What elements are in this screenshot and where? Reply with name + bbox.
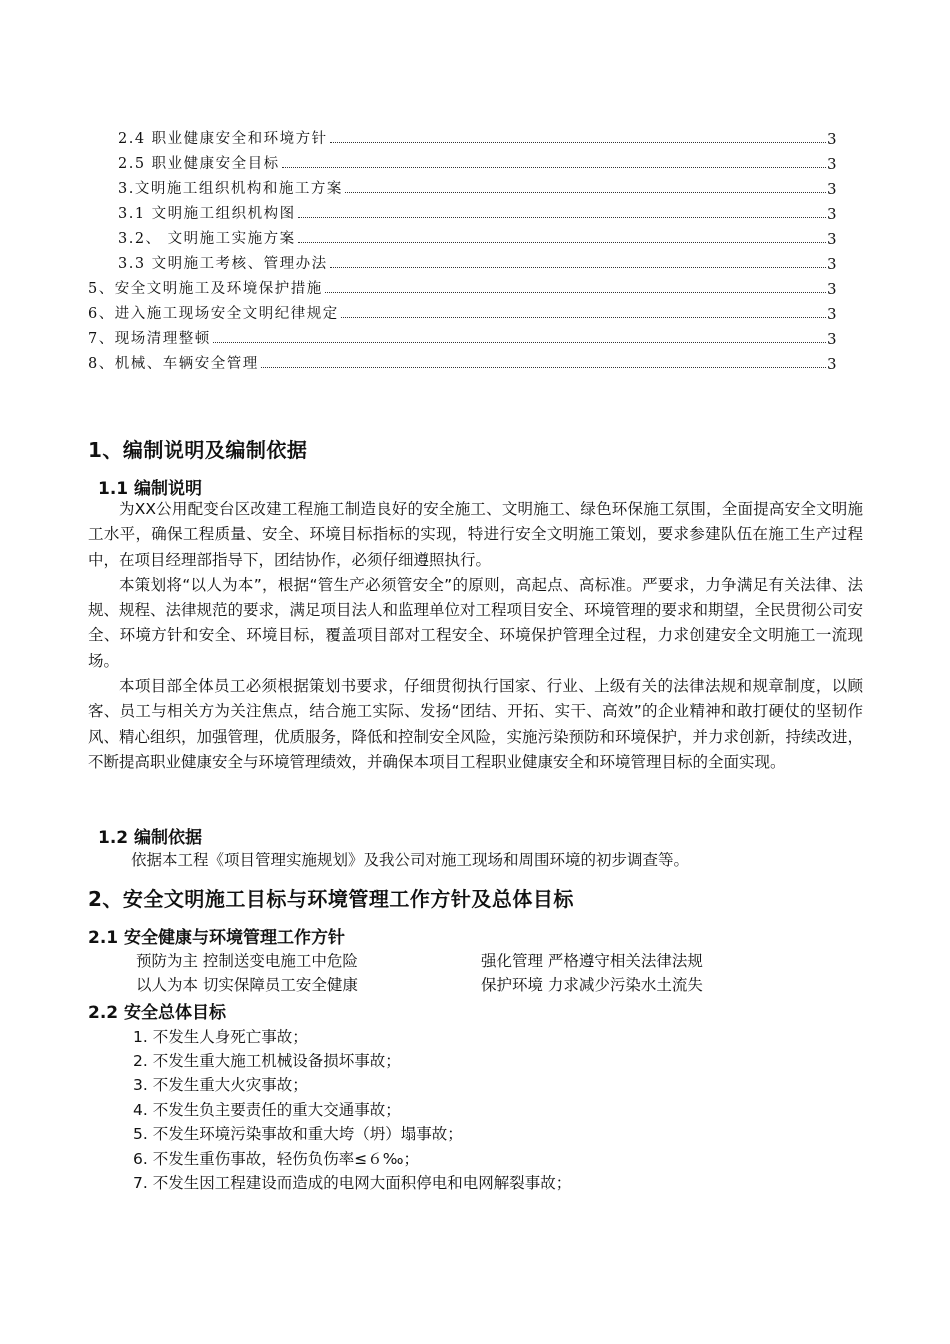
toc-entry-title: 5、安全文明施工及环境保护措施 <box>88 277 325 298</box>
section-1-1-heading: 1.1 编制说明 <box>98 479 203 499</box>
goal-item: 5. 不发生环境污染事故和重大垮（坍）塌事故； <box>133 1125 463 1143</box>
toc-leader <box>298 217 826 218</box>
paragraph: 本策划将“以人为本”，根据“管生产必须管安全”的原则，高起点、高标准。严要求，力争满足有关法律、法规、规程、法律规范的要求，满足项目法人和监理单位对工程项目安全、环境管理的要求和期望，全民贯彻公司安全、环境方针和安全、环境目标，覆盖项目部对工程安全、环境保护管理全过程，力求创建安全文明施工一流现场。 <box>88 575 864 670</box>
goal-item: 1. 不发生人身死亡事故； <box>133 1028 308 1046</box>
toc-entry-page: 3 <box>826 280 838 298</box>
toc-entry-page: 3 <box>826 130 838 148</box>
toc-leader <box>213 342 826 343</box>
toc-entry[interactable] <box>118 249 838 273</box>
toc-entry-page: 3 <box>826 255 838 273</box>
toc-leader <box>330 142 826 143</box>
toc-entry[interactable] <box>88 324 838 348</box>
toc-entry[interactable] <box>88 349 838 373</box>
toc-entry[interactable] <box>118 124 838 148</box>
toc-entry[interactable] <box>118 174 838 198</box>
toc-leader <box>330 267 826 268</box>
toc-entry[interactable] <box>118 224 838 248</box>
toc-leader <box>282 167 826 168</box>
toc-entry[interactable] <box>118 199 838 223</box>
section-2-heading: 2、安全文明施工目标与环境管理工作方针及总体目标 <box>88 887 574 911</box>
goal-item: 4. 不发生负主要责任的重大交通事故； <box>133 1101 401 1119</box>
toc-entry-title: 3.3 文明施工考核、管理办法 <box>118 252 330 273</box>
toc-entry-title: 2.4 职业健康安全和环境方针 <box>118 127 330 148</box>
toc-entry[interactable] <box>88 299 838 323</box>
toc-leader <box>298 242 826 243</box>
toc-entry-page: 3 <box>826 305 838 323</box>
toc-entry-page: 3 <box>826 205 838 223</box>
toc-entry-title: 2.5 职业健康安全目标 <box>118 152 282 173</box>
toc-entry-page: 3 <box>826 155 838 173</box>
goal-item: 6. 不发生重伤事故，轻伤负伤率≤６‰； <box>133 1150 420 1168</box>
section-2-2-heading: 2.2 安全总体目标 <box>88 1003 227 1023</box>
toc-entry-title: 7、现场清理整顿 <box>88 327 213 348</box>
toc-leader <box>261 367 826 368</box>
toc-entry-page: 3 <box>826 180 838 198</box>
toc-leader <box>345 192 826 193</box>
paragraph: 为XX公用配变台区改建工程施工制造良好的安全施工、文明施工、绿色环保施工氛围，全面提高安全文明施工水平，确保工程质量、安全、环境目标指标的实现，特进行安全文明施工策划，要求参建队伍在施工生产过程中，在项目经理部指导下，团结协作，必须仔细遵照执行。 <box>88 500 863 569</box>
toc-entry-page: 3 <box>826 330 838 348</box>
toc-entry-title: 3.2、 文明施工实施方案 <box>118 227 298 248</box>
policy-item: 保护环境 力求减少污染水土流失 <box>481 976 703 994</box>
section-1-1-body <box>88 497 863 775</box>
toc-entry-title: 3.文明施工组织机构和施工方案 <box>118 177 345 198</box>
toc-entry[interactable] <box>118 149 838 173</box>
goal-item: 7. 不发生因工程建设而造成的电网大面积停电和电网解裂事故； <box>133 1174 572 1192</box>
toc-entry-page: 3 <box>826 230 838 248</box>
toc-leader <box>341 317 826 318</box>
toc-entry-title: 6、进入施工现场安全文明纪律规定 <box>88 302 341 323</box>
toc-entry-title: 8、机械、车辆安全管理 <box>88 352 261 373</box>
paragraph: 本项目部全体员工必须根据策划书要求，仔细贯彻执行国家、行业、上级有关的法律法规和规章制度，以顾客、员工与相关方为关注焦点，结合施工实际、发扬“团结、开拓、实干、高效”的企业精神和敢打硬仗的坚韧作风、精心组织，加强管理，优质服务，降低和控制安全风险，实施污染预防和环境保护，并力求创新，持续改进，不断提高职业健康安全与环境管理绩效，并确保本项目工程职业健康安全和环境管理目标的全面实现。 <box>88 677 864 771</box>
section-1-heading: 1、编制说明及编制依据 <box>88 438 308 462</box>
toc-entry-title: 3.1 文明施工组织机构图 <box>118 202 298 223</box>
toc-entry-page: 3 <box>826 355 838 373</box>
goal-item: 3. 不发生重大火灾事故； <box>133 1076 308 1094</box>
section-1-2-heading: 1.2 编制依据 <box>98 828 203 848</box>
policy-item: 以人为本 切实保障员工安全健康 <box>136 976 358 994</box>
policy-item: 强化管理 严格遵守相关法律法规 <box>481 952 703 970</box>
paragraph: 依据本工程《项目管理实施规划》及我公司对施工现场和周围环境的初步调查等。 <box>131 851 690 869</box>
section-2-1-heading: 2.1 安全健康与环境管理工作方针 <box>88 928 346 948</box>
goal-item: 2. 不发生重大施工机械设备损坏事故； <box>133 1052 401 1070</box>
policy-item: 预防为主 控制送变电施工中危险 <box>136 952 358 970</box>
toc-entry[interactable] <box>88 274 838 298</box>
toc-leader <box>325 292 826 293</box>
